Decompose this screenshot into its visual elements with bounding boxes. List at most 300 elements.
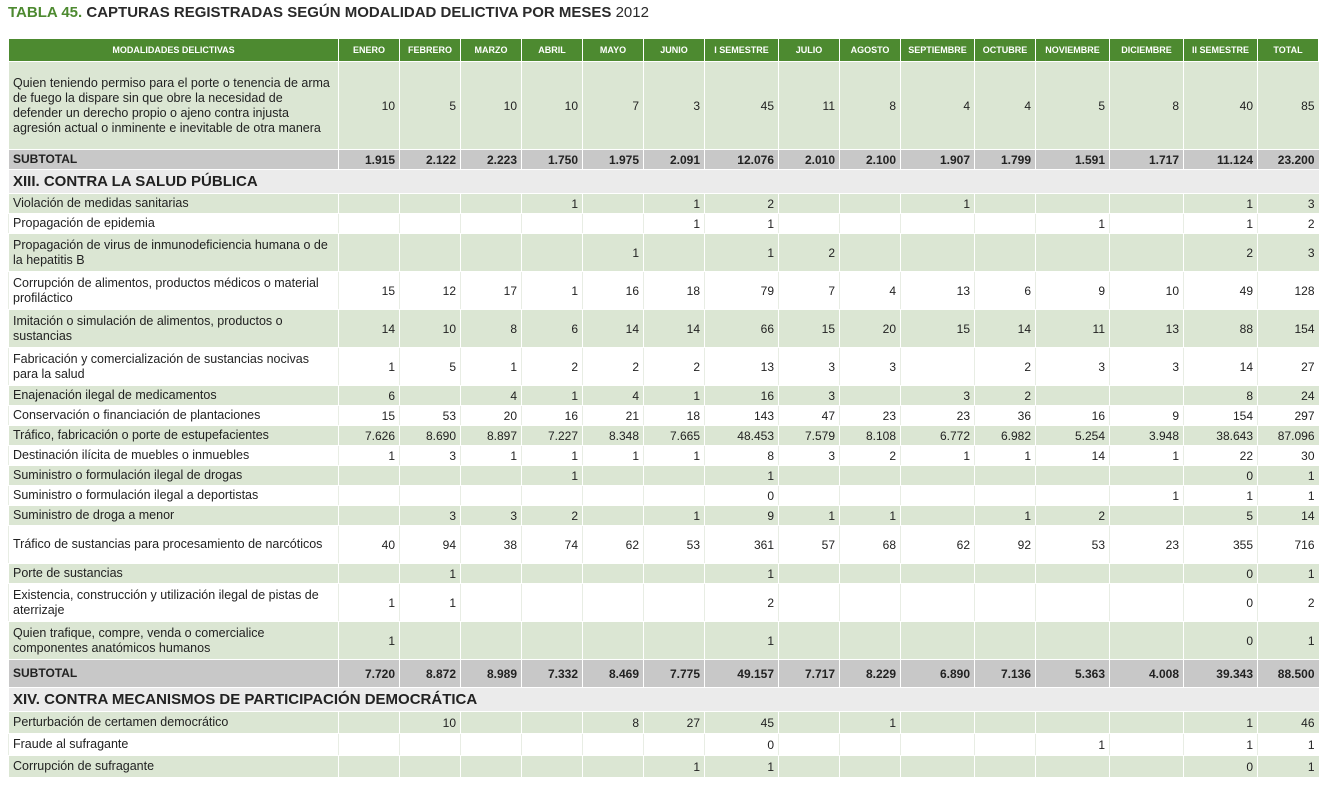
table-cell: 1 [522, 386, 583, 406]
subtotal-row [9, 150, 1319, 170]
table-cell [901, 466, 975, 486]
table-cell: 1 [705, 214, 779, 234]
table-cell [339, 712, 400, 734]
table-cell [901, 712, 975, 734]
table-cell: 7.579 [779, 426, 840, 446]
table-cell: 7.665 [644, 426, 705, 446]
table-cell [901, 734, 975, 756]
header-row [9, 39, 1319, 62]
table-cell: 5 [1184, 506, 1258, 526]
table-row [9, 348, 1319, 386]
table-cell: 14 [1036, 446, 1110, 466]
table-cell [400, 214, 461, 234]
table-cell: 1.915 [339, 150, 400, 170]
table-cell [461, 712, 522, 734]
table-cell: 5 [1036, 62, 1110, 150]
table-cell: 10 [400, 712, 461, 734]
table-cell [583, 756, 644, 778]
table-row [9, 272, 1319, 310]
table-cell: 53 [400, 406, 461, 426]
table-cell: 22 [1184, 446, 1258, 466]
table-cell: 18 [644, 406, 705, 426]
table-cell: 9 [1036, 272, 1110, 310]
table-row [9, 526, 1319, 564]
table-cell: 4 [461, 386, 522, 406]
table-cell [583, 486, 644, 506]
table-cell [644, 734, 705, 756]
table-cell: 8.897 [461, 426, 522, 446]
table-cell: 11.124 [1184, 150, 1258, 170]
table-cell: 3 [779, 386, 840, 406]
row-label: Enajenación ilegal de medicamentos [9, 386, 339, 406]
table-cell: 40 [339, 526, 400, 564]
table-cell [644, 486, 705, 506]
table-cell: 1 [779, 506, 840, 526]
table-cell: 8.872 [400, 660, 461, 688]
table-row [9, 756, 1319, 778]
table-cell [975, 712, 1036, 734]
table-cell: 92 [975, 526, 1036, 564]
column-header: NOVIEMBRE [1036, 39, 1110, 62]
table-cell: 38 [461, 526, 522, 564]
table-cell: 1.975 [583, 150, 644, 170]
table-cell: 45 [705, 62, 779, 150]
table-cell: 2.100 [840, 150, 901, 170]
table-cell [522, 564, 583, 584]
table-cell: 15 [339, 406, 400, 426]
table-cell [901, 564, 975, 584]
table-cell: 1 [583, 446, 644, 466]
table-cell: 0 [705, 486, 779, 506]
table-cell [975, 734, 1036, 756]
table-cell [1036, 622, 1110, 660]
table-cell [583, 734, 644, 756]
table-cell: 1 [1036, 214, 1110, 234]
table-cell [1110, 622, 1184, 660]
table-cell [1110, 712, 1184, 734]
table-cell: 297 [1258, 406, 1319, 426]
table-cell: 12 [400, 272, 461, 310]
table-cell: 1 [1036, 734, 1110, 756]
table-cell: 3.948 [1110, 426, 1184, 446]
table-cell: 1 [339, 446, 400, 466]
table-cell: 2.122 [400, 150, 461, 170]
row-label: Propagación de epidemia [9, 214, 339, 234]
table-cell: 12.076 [705, 150, 779, 170]
row-label: Suministro o formulación ilegal a deportistas [9, 486, 339, 506]
table-cell: 1 [400, 584, 461, 622]
table-cell: 1.799 [975, 150, 1036, 170]
table-cell [1036, 386, 1110, 406]
table-cell: 3 [840, 348, 901, 386]
table-cell: 3 [779, 446, 840, 466]
table-cell [400, 386, 461, 406]
table-cell [779, 622, 840, 660]
table-cell: 27 [644, 712, 705, 734]
row-label: Conservación o financiación de plantaciones [9, 406, 339, 426]
table-cell [901, 234, 975, 272]
table-cell [975, 194, 1036, 214]
table-cell: 1 [522, 194, 583, 214]
table-number: TABLA 45. [8, 4, 83, 21]
table-cell: 36 [975, 406, 1036, 426]
table-cell [461, 486, 522, 506]
table-cell: 1.907 [901, 150, 975, 170]
table-cell: 8.348 [583, 426, 644, 446]
table-cell [400, 466, 461, 486]
table-row [9, 486, 1319, 506]
table-cell: 1 [1184, 734, 1258, 756]
table-cell: 14 [1258, 506, 1319, 526]
table-cell: 3 [1258, 194, 1319, 214]
table-cell [339, 466, 400, 486]
table-cell: 1 [583, 234, 644, 272]
table-cell: 1 [400, 564, 461, 584]
row-label: SUBTOTAL [9, 660, 339, 688]
table-cell: 23 [901, 406, 975, 426]
table-row [9, 712, 1319, 734]
table-row [9, 214, 1319, 234]
table-cell: 1 [1184, 214, 1258, 234]
table-cell: 1 [644, 506, 705, 526]
table-cell: 14 [644, 310, 705, 348]
table-cell [583, 506, 644, 526]
table-cell: 154 [1184, 406, 1258, 426]
table-cell: 2.223 [461, 150, 522, 170]
row-label: Propagación de virus de inmunodeficiencia humana o de la hepatitis B [9, 234, 339, 272]
table-cell [583, 584, 644, 622]
table-cell: 6.890 [901, 660, 975, 688]
row-label: Imitación o simulación de alimentos, productos o sustancias [9, 310, 339, 348]
table-cell: 88.500 [1258, 660, 1319, 688]
table-cell [901, 486, 975, 506]
table-row [9, 446, 1319, 466]
table-cell [644, 466, 705, 486]
table-cell: 355 [1184, 526, 1258, 564]
table-cell: 1 [1110, 446, 1184, 466]
table-cell [522, 756, 583, 778]
table-cell: 6.982 [975, 426, 1036, 446]
table-cell [975, 756, 1036, 778]
table-cell: 6 [975, 272, 1036, 310]
table-cell: 8.469 [583, 660, 644, 688]
table-cell: 23 [1110, 526, 1184, 564]
table-row [9, 506, 1319, 526]
table-cell [522, 734, 583, 756]
row-label: Suministro de droga a menor [9, 506, 339, 526]
table-cell: 27 [1258, 348, 1319, 386]
table-cell [779, 194, 840, 214]
table-cell: 10 [522, 62, 583, 150]
table-cell [522, 622, 583, 660]
table-cell [461, 194, 522, 214]
table-cell: 9 [1110, 406, 1184, 426]
table-cell [644, 622, 705, 660]
row-label: Fabricación y comercialización de sustancias nocivas para la salud [9, 348, 339, 386]
table-row [9, 386, 1319, 406]
table-cell [400, 234, 461, 272]
table-cell [522, 214, 583, 234]
table-cell [779, 756, 840, 778]
table-cell: 8.108 [840, 426, 901, 446]
table-cell: 0 [1184, 564, 1258, 584]
table-cell: 1 [705, 622, 779, 660]
table-cell: 79 [705, 272, 779, 310]
table-cell: 2 [522, 506, 583, 526]
column-header: DICIEMBRE [1110, 39, 1184, 62]
table-cell: 8.229 [840, 660, 901, 688]
table-cell [339, 486, 400, 506]
table-cell: 15 [779, 310, 840, 348]
table-cell [400, 622, 461, 660]
table-cell: 1 [522, 446, 583, 466]
table-row [9, 564, 1319, 584]
table-cell: 16 [583, 272, 644, 310]
table-cell: 3 [1110, 348, 1184, 386]
table-cell: 49 [1184, 272, 1258, 310]
table-cell [1036, 194, 1110, 214]
table-cell: 2 [705, 194, 779, 214]
table-cell: 1 [644, 386, 705, 406]
table-cell: 10 [339, 62, 400, 150]
table-cell [461, 734, 522, 756]
table-cell [644, 234, 705, 272]
table-cell [400, 486, 461, 506]
table-cell: 1 [522, 272, 583, 310]
column-header: SEPTIEMBRE [901, 39, 975, 62]
table-cell: 14 [975, 310, 1036, 348]
table-cell: 1 [1258, 734, 1319, 756]
table-cell: 3 [1036, 348, 1110, 386]
table-cell: 1 [522, 466, 583, 486]
table-cell: 0 [1184, 622, 1258, 660]
table-cell: 8 [705, 446, 779, 466]
table-cell [400, 194, 461, 214]
table-cell: 1.750 [522, 150, 583, 170]
table-cell [779, 466, 840, 486]
table-cell: 1 [705, 466, 779, 486]
table-cell [1036, 756, 1110, 778]
table-cell: 4 [901, 62, 975, 150]
table-cell: 2 [1184, 234, 1258, 272]
table-cell [840, 214, 901, 234]
table-cell: 8.989 [461, 660, 522, 688]
table-cell: 24 [1258, 386, 1319, 406]
table-cell [339, 734, 400, 756]
table-cell: 13 [1110, 310, 1184, 348]
table-cell: 2 [1258, 584, 1319, 622]
table-cell [975, 486, 1036, 506]
table-cell: 716 [1258, 526, 1319, 564]
table-cell [1110, 214, 1184, 234]
table-cell: 1 [705, 234, 779, 272]
table-cell: 1.717 [1110, 150, 1184, 170]
section-title: XIV. CONTRA MECANISMOS DE PARTICIPACIÓN DEMOCRÁTICA [9, 688, 1319, 712]
table-row [9, 426, 1319, 446]
table-cell: 128 [1258, 272, 1319, 310]
table-cell [1110, 584, 1184, 622]
table-cell [644, 564, 705, 584]
table-cell: 16 [522, 406, 583, 426]
row-label: Tráfico de sustancias para procesamiento de narcóticos [9, 526, 339, 564]
table-cell: 3 [461, 506, 522, 526]
table-cell: 11 [1036, 310, 1110, 348]
table-cell [901, 348, 975, 386]
table-cell [583, 214, 644, 234]
table-cell [339, 564, 400, 584]
table-cell: 49.157 [705, 660, 779, 688]
table-cell: 4 [840, 272, 901, 310]
table-cell [461, 234, 522, 272]
table-cell: 46 [1258, 712, 1319, 734]
section-title: XIII. CONTRA LA SALUD PÚBLICA [9, 170, 1319, 194]
table-cell: 1.591 [1036, 150, 1110, 170]
table-cell: 9 [705, 506, 779, 526]
table-cell [840, 756, 901, 778]
column-header: JUNIO [644, 39, 705, 62]
table-cell: 2 [522, 348, 583, 386]
table-cell: 154 [1258, 310, 1319, 348]
table-cell: 14 [339, 310, 400, 348]
table-cell [400, 734, 461, 756]
table-cell [339, 234, 400, 272]
table-cell: 48.453 [705, 426, 779, 446]
table-cell: 7.626 [339, 426, 400, 446]
table-cell: 6 [522, 310, 583, 348]
table-cell: 5 [400, 62, 461, 150]
table-row [9, 734, 1319, 756]
table-cell: 1 [975, 506, 1036, 526]
column-header: MODALIDADES DELICTIVAS [9, 39, 339, 62]
table-cell: 17 [461, 272, 522, 310]
table-cell [975, 214, 1036, 234]
table-cell [840, 564, 901, 584]
table-cell: 20 [840, 310, 901, 348]
table-cell: 1 [1258, 486, 1319, 506]
table-cell [901, 622, 975, 660]
table-cell [461, 756, 522, 778]
table-cell [975, 564, 1036, 584]
table-cell: 361 [705, 526, 779, 564]
table-cell: 47 [779, 406, 840, 426]
table-cell [840, 734, 901, 756]
table-cell: 21 [583, 406, 644, 426]
table-cell: 2 [975, 386, 1036, 406]
table-cell [461, 622, 522, 660]
table-cell [461, 564, 522, 584]
table-cell: 18 [644, 272, 705, 310]
table-cell: 0 [1184, 756, 1258, 778]
table-cell [339, 194, 400, 214]
column-header: TOTAL [1258, 39, 1319, 62]
column-header: OCTUBRE [975, 39, 1036, 62]
column-header: MARZO [461, 39, 522, 62]
table-cell: 8 [1184, 386, 1258, 406]
table-cell: 1 [840, 506, 901, 526]
table-cell [583, 564, 644, 584]
table-cell: 6 [339, 386, 400, 406]
table-cell: 88 [1184, 310, 1258, 348]
column-header: II SEMESTRE [1184, 39, 1258, 62]
table-cell: 20 [461, 406, 522, 426]
table-cell: 30 [1258, 446, 1319, 466]
table-cell: 7 [583, 62, 644, 150]
table-title [0, 0, 1300, 26]
column-header: I SEMESTRE [705, 39, 779, 62]
table-cell: 14 [1184, 348, 1258, 386]
table-cell: 23 [840, 406, 901, 426]
table-cell: 7.227 [522, 426, 583, 446]
table-cell: 87.096 [1258, 426, 1319, 446]
table-row [9, 466, 1319, 486]
table-cell: 1 [644, 756, 705, 778]
column-header: AGOSTO [840, 39, 901, 62]
table-cell: 2 [975, 348, 1036, 386]
table-cell [975, 234, 1036, 272]
table-cell: 4 [583, 386, 644, 406]
table-cell [522, 712, 583, 734]
row-label: Porte de sustancias [9, 564, 339, 584]
table-cell: 1 [1184, 486, 1258, 506]
table-cell: 1 [901, 194, 975, 214]
table-cell [461, 584, 522, 622]
table-cell: 3 [400, 446, 461, 466]
table-cell: 2 [840, 446, 901, 466]
table-cell: 1 [975, 446, 1036, 466]
row-label: Violación de medidas sanitarias [9, 194, 339, 214]
table-cell [1110, 194, 1184, 214]
table-cell [1110, 564, 1184, 584]
table-cell: 62 [583, 526, 644, 564]
table-cell [339, 214, 400, 234]
table-cell: 1 [644, 446, 705, 466]
table-cell: 8.690 [400, 426, 461, 446]
table-cell: 8 [583, 712, 644, 734]
table-row [9, 584, 1319, 622]
table-cell [1110, 234, 1184, 272]
table-cell: 7.136 [975, 660, 1036, 688]
table-cell [583, 466, 644, 486]
table-cell: 1 [644, 214, 705, 234]
table-cell: 6.772 [901, 426, 975, 446]
table-cell: 39.343 [1184, 660, 1258, 688]
table-cell: 1 [461, 446, 522, 466]
table-cell [1036, 486, 1110, 506]
table-cell: 1 [339, 584, 400, 622]
table-cell [779, 734, 840, 756]
table-cell: 68 [840, 526, 901, 564]
table-cell [779, 564, 840, 584]
table-cell [779, 214, 840, 234]
table-cell: 1 [644, 194, 705, 214]
table-cell: 1 [339, 622, 400, 660]
table-cell: 13 [901, 272, 975, 310]
table-cell [840, 584, 901, 622]
table-cell: 1 [1258, 564, 1319, 584]
table-cell: 7.332 [522, 660, 583, 688]
table-cell: 45 [705, 712, 779, 734]
table-cell: 0 [1184, 584, 1258, 622]
subtotal-row [9, 660, 1319, 688]
table-cell: 3 [644, 62, 705, 150]
table-cell [779, 584, 840, 622]
table-cell [975, 584, 1036, 622]
table-cell [901, 506, 975, 526]
table-cell [522, 584, 583, 622]
table-cell [644, 584, 705, 622]
table-cell: 8 [461, 310, 522, 348]
table-cell: 2 [1258, 214, 1319, 234]
